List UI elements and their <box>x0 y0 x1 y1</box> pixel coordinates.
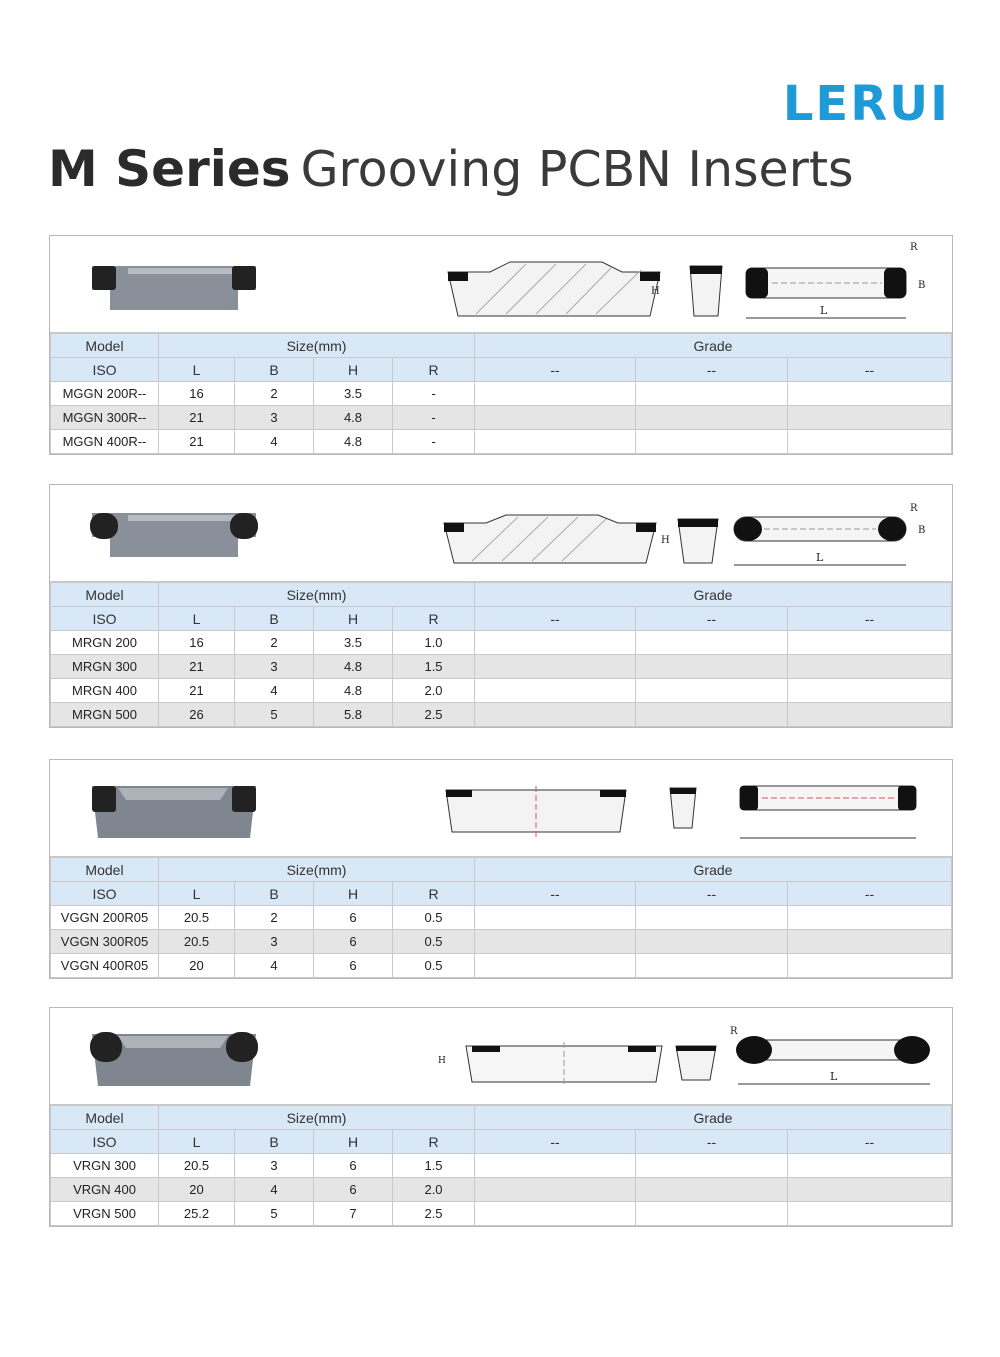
cell-l: 16 <box>159 382 235 406</box>
table-row <box>51 406 952 430</box>
insert-photo-vrgn <box>88 1028 260 1090</box>
col-grade-2: -- <box>636 1130 788 1154</box>
col-grade-1: -- <box>475 607 636 631</box>
cell-l: 21 <box>159 655 235 679</box>
table-row <box>51 1202 952 1226</box>
cell-r: 0.5 <box>393 954 475 978</box>
table-row <box>51 655 952 679</box>
table-row <box>51 679 952 703</box>
cell-h: 3.5 <box>314 631 393 655</box>
dim-label-h: H <box>661 535 670 546</box>
cell-h: 7 <box>314 1202 393 1226</box>
col-grade-2: -- <box>636 607 788 631</box>
cell-b: 5 <box>235 1202 314 1226</box>
col-l: L <box>159 607 235 631</box>
drawing-front-vrgn <box>674 1042 718 1086</box>
cell-iso: MGGN 200R-- <box>51 382 159 406</box>
cell-r: 0.5 <box>393 906 475 930</box>
table-row <box>51 1178 952 1202</box>
cell-r: 0.5 <box>393 930 475 954</box>
col-r: R <box>393 607 475 631</box>
col-iso: ISO <box>51 1130 159 1154</box>
table-row <box>51 954 952 978</box>
cell-iso: MRGN 200 <box>51 631 159 655</box>
cell-b: 5 <box>235 703 314 727</box>
insert-image-row <box>50 1008 952 1105</box>
col-grade: Grade <box>475 583 952 607</box>
col-size: Size(mm) <box>159 583 475 607</box>
cell-h: 4.8 <box>314 430 393 454</box>
cell-iso: MRGN 500 <box>51 703 159 727</box>
cell-iso: VGGN 300R05 <box>51 930 159 954</box>
col-r: R <box>393 358 475 382</box>
drawing-side-vrgn <box>464 1042 664 1086</box>
cell-iso: VRGN 300 <box>51 1154 159 1178</box>
col-grade-2: -- <box>636 358 788 382</box>
col-grade-3: -- <box>788 1130 952 1154</box>
cell-iso: VRGN 400 <box>51 1178 159 1202</box>
col-grade-3: -- <box>788 358 952 382</box>
insert-block-vggn <box>49 759 953 979</box>
col-b: B <box>235 358 314 382</box>
cell-l: 21 <box>159 679 235 703</box>
cell-r: - <box>393 382 475 406</box>
col-model: Model <box>51 334 159 358</box>
insert-block-mrgn <box>49 484 953 728</box>
cell-r: 2.5 <box>393 1202 475 1226</box>
cell-l: 21 <box>159 406 235 430</box>
dim-label-r: R <box>910 503 918 514</box>
col-r: R <box>393 1130 475 1154</box>
col-model: Model <box>51 583 159 607</box>
col-h: H <box>314 607 393 631</box>
dim-label-h: H <box>651 286 660 297</box>
dim-label-r: R <box>910 242 918 253</box>
col-size: Size(mm) <box>159 858 475 882</box>
col-size: Size(mm) <box>159 334 475 358</box>
col-grade-1: -- <box>475 358 636 382</box>
col-b: B <box>235 1130 314 1154</box>
cell-h: 5.8 <box>314 703 393 727</box>
drawing-side-vggn <box>444 786 628 838</box>
insert-photo-mggn <box>88 260 260 316</box>
spec-table-vggn <box>50 857 952 978</box>
drawing-top-vrgn <box>734 1032 934 1092</box>
cell-h: 6 <box>314 906 393 930</box>
table-row <box>51 703 952 727</box>
cell-b: 4 <box>235 954 314 978</box>
cell-l: 20 <box>159 954 235 978</box>
cell-r: 2.5 <box>393 703 475 727</box>
cell-l: 16 <box>159 631 235 655</box>
cell-iso: MRGN 300 <box>51 655 159 679</box>
cell-h: 4.8 <box>314 655 393 679</box>
col-b: B <box>235 607 314 631</box>
dim-label-r: R <box>730 1026 738 1037</box>
col-r: R <box>393 882 475 906</box>
cell-iso: VGGN 400R05 <box>51 954 159 978</box>
drawing-side-mrgn <box>442 513 660 567</box>
cell-r: - <box>393 430 475 454</box>
cell-r: - <box>393 406 475 430</box>
insert-photo-vggn <box>88 780 260 842</box>
table-row <box>51 382 952 406</box>
cell-b: 3 <box>235 930 314 954</box>
cell-h: 6 <box>314 930 393 954</box>
table-row <box>51 906 952 930</box>
cell-r: 2.0 <box>393 1178 475 1202</box>
drawing-top-vggn <box>738 782 918 844</box>
col-grade-3: -- <box>788 607 952 631</box>
cell-b: 2 <box>235 906 314 930</box>
cell-b: 2 <box>235 382 314 406</box>
drawing-front-vggn <box>666 784 716 836</box>
cell-l: 25.2 <box>159 1202 235 1226</box>
dim-label-b: B <box>918 525 926 536</box>
col-grade: Grade <box>475 1106 952 1130</box>
cell-b: 4 <box>235 430 314 454</box>
col-grade: Grade <box>475 334 952 358</box>
cell-h: 4.8 <box>314 406 393 430</box>
cell-iso: VGGN 200R05 <box>51 906 159 930</box>
cell-b: 3 <box>235 655 314 679</box>
cell-l: 20.5 <box>159 906 235 930</box>
col-iso: ISO <box>51 607 159 631</box>
dim-label-l: L <box>820 304 828 317</box>
cell-iso: VRGN 500 <box>51 1202 159 1226</box>
drawing-side-mggn <box>446 258 664 320</box>
spec-table-mggn <box>50 333 952 454</box>
brand-logo: LERUI <box>782 76 950 132</box>
cell-h: 3.5 <box>314 382 393 406</box>
insert-block-mggn <box>49 235 953 455</box>
drawing-front-mrgn <box>676 507 720 571</box>
cell-b: 4 <box>235 1178 314 1202</box>
insert-image-row <box>50 760 952 857</box>
drawing-front-mggn <box>686 256 726 324</box>
cell-b: 4 <box>235 679 314 703</box>
col-iso: ISO <box>51 358 159 382</box>
cell-b: 3 <box>235 1154 314 1178</box>
dim-label-l: L <box>816 551 824 564</box>
dim-label-h: H <box>438 1056 446 1066</box>
col-l: L <box>159 882 235 906</box>
col-h: H <box>314 882 393 906</box>
cell-l: 21 <box>159 430 235 454</box>
col-b: B <box>235 882 314 906</box>
cell-h: 6 <box>314 954 393 978</box>
cell-r: 1.5 <box>393 655 475 679</box>
cell-iso: MRGN 400 <box>51 679 159 703</box>
col-model: Model <box>51 858 159 882</box>
col-grade-3: -- <box>788 882 952 906</box>
table-row <box>51 631 952 655</box>
dim-label-l: L <box>830 1070 838 1083</box>
cell-l: 20.5 <box>159 1154 235 1178</box>
title-series: M Series <box>48 140 291 198</box>
cell-b: 2 <box>235 631 314 655</box>
col-grade-1: -- <box>475 1130 636 1154</box>
cell-l: 20 <box>159 1178 235 1202</box>
col-model: Model <box>51 1106 159 1130</box>
cell-l: 20.5 <box>159 930 235 954</box>
cell-h: 4.8 <box>314 679 393 703</box>
insert-block-vrgn <box>49 1007 953 1227</box>
page-title <box>48 140 854 198</box>
col-iso: ISO <box>51 882 159 906</box>
insert-image-row <box>50 485 952 582</box>
cell-r: 2.0 <box>393 679 475 703</box>
cell-h: 6 <box>314 1178 393 1202</box>
col-h: H <box>314 1130 393 1154</box>
col-size: Size(mm) <box>159 1106 475 1130</box>
col-grade-2: -- <box>636 882 788 906</box>
table-row <box>51 930 952 954</box>
spec-table-mrgn <box>50 582 952 727</box>
insert-image-row <box>50 236 952 333</box>
col-l: L <box>159 1130 235 1154</box>
dim-label-b: B <box>918 280 926 291</box>
cell-h: 6 <box>314 1154 393 1178</box>
cell-iso: MGGN 300R-- <box>51 406 159 430</box>
col-l: L <box>159 358 235 382</box>
insert-photo-mrgn <box>88 507 260 563</box>
table-row <box>51 1154 952 1178</box>
cell-r: 1.0 <box>393 631 475 655</box>
drawing-top-mggn <box>742 254 942 324</box>
spec-table-vrgn <box>50 1105 952 1226</box>
cell-l: 26 <box>159 703 235 727</box>
col-h: H <box>314 358 393 382</box>
cell-b: 3 <box>235 406 314 430</box>
col-grade: Grade <box>475 858 952 882</box>
cell-iso: MGGN 400R-- <box>51 430 159 454</box>
cell-r: 1.5 <box>393 1154 475 1178</box>
title-product: Grooving PCBN Inserts <box>300 141 854 198</box>
table-row <box>51 430 952 454</box>
col-grade-1: -- <box>475 882 636 906</box>
